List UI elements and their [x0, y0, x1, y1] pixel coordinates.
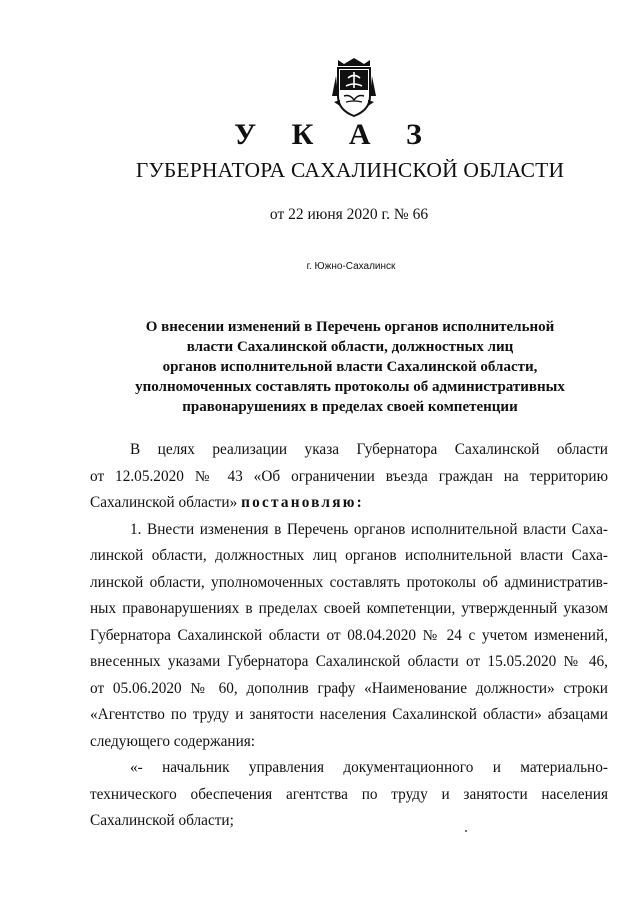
- body-line: линской области, должностных лиц органов исполнительной власти Саха-: [90, 547, 608, 564]
- issue-city: г. Южно-Сахалинск: [306, 261, 396, 272]
- body-line: Сахалинской области;: [90, 812, 234, 829]
- heading-line: органов исполнительной власти Сахалинской области,: [162, 359, 538, 375]
- issuer-title: ГУБЕРНАТОРА САХАЛИНСКОЙ ОБЛАСТИ: [135, 158, 565, 182]
- body-line: [90, 490, 608, 517]
- body-line: от 12.05.2020 № 43 «Об ограничении въезда граждан на территорию: [90, 467, 608, 485]
- body-line: от 05.06.2020 № 60, дополнив графу «Наименование должности» строки: [90, 679, 608, 697]
- body-line: линской области, уполномоченных составлять протоколы об административ-: [90, 573, 608, 591]
- coat-of-arms-icon: [330, 56, 378, 120]
- heading-line: правонарушениях в пределах своей компетенции: [182, 399, 518, 415]
- scan-speck: [465, 830, 467, 832]
- body-line: «- начальник управления документационного и материально-: [130, 759, 608, 776]
- body-line: следующего содержания:: [90, 732, 256, 750]
- decree-body: [90, 437, 608, 835]
- body-line: внесенных указами Губернатора Сахалинской области от 15.05.2020 № 46,: [90, 653, 608, 670]
- body-line: технического обеспечения агентства по труду и занятости населения: [90, 785, 608, 803]
- heading-line: власти Сахалинской области, должностных лиц: [186, 339, 514, 355]
- body-line: Губернатора Сахалинской области от 08.04.2020 № 24 с учетом изменений,: [90, 626, 608, 644]
- body-text-fragment: Сахалинской области»: [90, 494, 242, 511]
- body-line: ных правонарушениях в пределах своей компетенции, утвержденный указом: [90, 600, 608, 617]
- body-line: «Агентство по труду и занятости населения Сахалинской области» абзацами: [90, 706, 608, 723]
- body-line: В целях реализации указа Губернатора Сахалинской области: [130, 441, 608, 458]
- decree-date-number: от 22 июня 2020 г. № 66: [269, 206, 429, 223]
- body-line: 1. Внести изменения в Перечень органов исполнительной власти Саха-: [130, 520, 608, 538]
- resolution-word: постановляю:: [241, 494, 364, 511]
- document-type-title: У К А З: [234, 118, 436, 151]
- heading-line: уполномоченных составлять протоколы об административных: [135, 379, 565, 395]
- decree-heading: [100, 317, 600, 417]
- heading-line: О внесении изменений в Перечень органов исполнительной: [145, 319, 555, 335]
